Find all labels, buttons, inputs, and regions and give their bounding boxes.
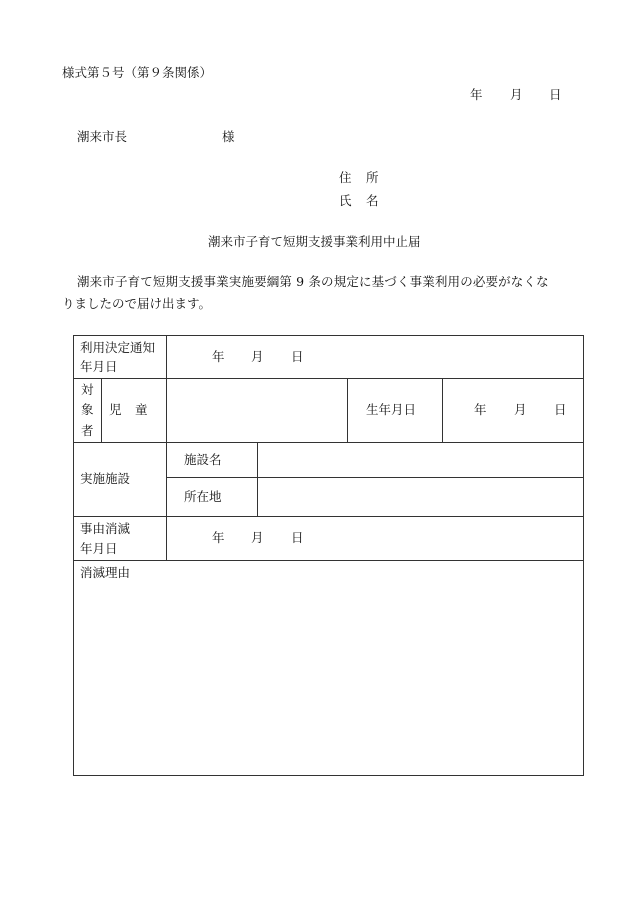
cancel-day-label: 日	[291, 530, 304, 545]
cancel-date-label-line2: 年月日	[80, 541, 118, 556]
date-month-label: 月	[510, 87, 523, 102]
application-form-table: 利用決定通知 年月日 年 月 日 対 象 者 児 童 生年月日 年 月 日 実施施設 施設名 所在地 事由消滅 年月日 年 月 日 消滅理由	[73, 335, 584, 776]
facility-location-field[interactable]	[258, 478, 583, 516]
target-label-char-2: 象	[81, 402, 94, 417]
cancel-reason-field[interactable]	[74, 584, 583, 775]
cancel-year-label: 年	[212, 530, 225, 545]
body-text-line-2: りましたので届け出ます。	[62, 296, 212, 311]
form-number: 様式第５号（第９条関係）	[62, 65, 213, 80]
child-name-field[interactable]	[167, 379, 347, 442]
birthdate-label: 生年月日	[366, 402, 417, 417]
body-text-line-1: 潮来市子育て短期支援事業実施要綱第 9 条の規定に基づく事業利用の必要がなくな	[77, 274, 549, 289]
addressee-honorific: 様	[222, 129, 235, 144]
facility-location-label: 所在地	[184, 489, 222, 504]
facility-label: 実施施設	[80, 471, 131, 486]
decision-month-label: 月	[251, 349, 264, 364]
birth-year-label: 年	[474, 402, 487, 417]
facility-name-label: 施設名	[184, 452, 222, 467]
target-label-char-1: 対	[81, 382, 94, 397]
document-title: 潮来市子育て短期支援事業利用中止届	[208, 234, 421, 249]
birth-month-label: 月	[514, 402, 527, 417]
addressee-name: 潮来市長	[77, 129, 128, 144]
cancel-reason-label: 消滅理由	[80, 565, 131, 580]
facility-name-field[interactable]	[258, 443, 583, 477]
decision-date-label-line1: 利用決定通知	[80, 340, 156, 355]
date-year-label: 年	[470, 87, 483, 102]
target-label-char-3: 者	[81, 423, 94, 438]
decision-year-label: 年	[212, 349, 225, 364]
decision-day-label: 日	[291, 349, 304, 364]
decision-date-label-line2: 年月日	[80, 359, 118, 374]
date-day-label: 日	[549, 87, 562, 102]
birth-day-label: 日	[554, 402, 567, 417]
cancel-month-label: 月	[251, 530, 264, 545]
cancel-date-label-line1: 事由消滅	[80, 521, 131, 536]
